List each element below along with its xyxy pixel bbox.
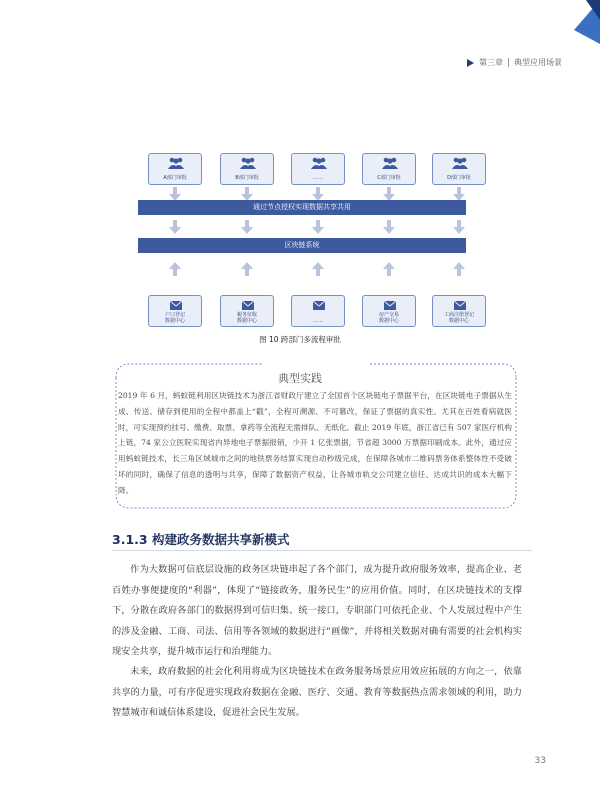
page-number: 33 bbox=[534, 756, 546, 766]
bottom-box-label-line1: …… bbox=[313, 318, 323, 324]
down-arrow-icon bbox=[383, 187, 395, 201]
top-box-label: D部门审批 bbox=[447, 175, 471, 181]
bottom-box-household bbox=[148, 295, 202, 327]
bottom-box-label-line1: 户口登记 bbox=[164, 312, 185, 318]
top-box-label: A部门审批 bbox=[163, 175, 187, 181]
bottom-box-ellipsis bbox=[291, 295, 345, 327]
down-arrow-icon bbox=[169, 220, 181, 234]
section-paragraph-1 bbox=[112, 560, 522, 663]
people-icon bbox=[238, 157, 258, 169]
top-box-label: B部门审批 bbox=[235, 175, 259, 181]
people-icon bbox=[166, 157, 186, 169]
bottom-box-label-line2: 数据中心 bbox=[378, 318, 399, 324]
top-box-ellipsis bbox=[291, 153, 345, 185]
up-arrow-icon bbox=[383, 262, 395, 276]
bottom-box-tax bbox=[220, 295, 274, 327]
bottom-box-label-line2: 数据中心 bbox=[448, 318, 469, 324]
paragraph-1-text: 作为大数据可信底层设施的政务区块链串起了各个部门，成为提升政府服务效率，提高企业、老百姓办事便捷度的“利器”，体现了“链接政务，服务民生”的应用价值。同时，在区块链技术的支撑下，分散在政府各部门的数据得到可信归集、统一接口，专职部门可依托企业、个人发展过程中产生的涉及金融、工商、司法、信用等各领域的数据进行“画像”，并将相关数据对确有需要的社会机构实现安全共享，提升城市运行和治理能力。 bbox=[112, 564, 522, 657]
section-paragraph-2 bbox=[112, 662, 522, 724]
bottom-box-label-line1: 工商注册登记 bbox=[443, 312, 474, 318]
up-arrow-icon bbox=[453, 262, 465, 276]
up-arrow-icon bbox=[312, 262, 324, 276]
figure-cross-department-approval bbox=[0, 0, 600, 360]
envelope-icon bbox=[309, 300, 329, 312]
bottom-box-label-line1: 房产交易 bbox=[378, 312, 399, 318]
up-arrow-icon bbox=[241, 262, 253, 276]
bottom-box-business bbox=[432, 295, 486, 327]
bottom-box-label-line2: 数据中心 bbox=[164, 318, 185, 324]
chapter-section-name: 典型应用场景 bbox=[514, 58, 562, 67]
paragraph-2-text: 未来，政府数据的社会化利用将成为区块链技术在政务服务场景应用效应拓展的方向之一，依靠共享的力量，可有序促进实现政府数据在金融、医疗、交通、教育等数据热点需求领域的利用，助力智慧城市和诚信体系建设，促进社会民生发展。 bbox=[112, 666, 522, 718]
blockchain-system-bar: 区块链系统 bbox=[138, 238, 466, 253]
down-arrow-icon bbox=[241, 220, 253, 234]
down-arrow-icon bbox=[312, 220, 324, 234]
chapter-label: 第三章 bbox=[479, 58, 503, 67]
top-box-c bbox=[362, 153, 416, 185]
top-box-a bbox=[148, 153, 202, 185]
down-arrow-icon bbox=[241, 187, 253, 201]
down-arrow-icon bbox=[312, 187, 324, 201]
top-box-label: C部门审批 bbox=[377, 175, 401, 181]
practice-text: 2019 年 6 月，蚂蚁链利用区块链技术为浙江省财政厅建立了全国首个区块链电子票据平台，在区块链电子票据从生成、传送、储存到使用的全程中都盖上“戳”，全程可溯源、不可篡改，保证了票据的真实性。尤其在百姓看病就医时，可实现预约挂号、缴费、取票、拿药等全流程无需排队、无纸化。截止 2019 年底，浙江省已有 507 家医疗机构上链，74 家公立医院实现省内异地电子票据报销，少开 1 亿张票据，节省超 3000 万票据印刷成本。此外，通过应用蚂蚁链技术，长三角区域城市之间的地铁票务结算实现自动秒级完成，在保障各城市二维码票务体系整体性不受破坏的同时，确保了信息的透明与共享，保障了数据资产权益，让各城市轨交公司建立信任、达成共识的成本大幅下降。 bbox=[118, 391, 512, 495]
bottom-box-realestate bbox=[362, 295, 416, 327]
people-icon bbox=[309, 157, 329, 169]
shared-data-bar: 通过节点授权实现数据共享共用 bbox=[138, 200, 466, 215]
practice-title: 典型实践 bbox=[278, 372, 322, 385]
figure-caption: 图 10 跨部门多流程审批 bbox=[259, 335, 341, 344]
envelope-icon bbox=[450, 300, 470, 312]
down-arrow-icon bbox=[453, 187, 465, 201]
people-icon bbox=[450, 157, 470, 169]
up-arrow-icon bbox=[169, 262, 181, 276]
top-box-label: …… bbox=[313, 175, 323, 181]
section-heading: 3.1.3 构建政务数据共享新模式 bbox=[112, 532, 290, 547]
down-arrow-icon bbox=[169, 187, 181, 201]
envelope-icon bbox=[238, 300, 258, 312]
envelope-icon bbox=[380, 300, 400, 312]
bottom-box-label-line1: 税务征收 bbox=[236, 312, 257, 318]
section-divider bbox=[112, 550, 532, 551]
envelope-icon bbox=[166, 300, 186, 312]
down-arrow-icon bbox=[383, 220, 395, 234]
top-box-d bbox=[432, 153, 486, 185]
down-arrow-icon bbox=[453, 220, 465, 234]
bottom-box-label-line2: 数据中心 bbox=[236, 318, 257, 324]
top-box-b bbox=[220, 153, 274, 185]
people-icon bbox=[380, 157, 400, 169]
